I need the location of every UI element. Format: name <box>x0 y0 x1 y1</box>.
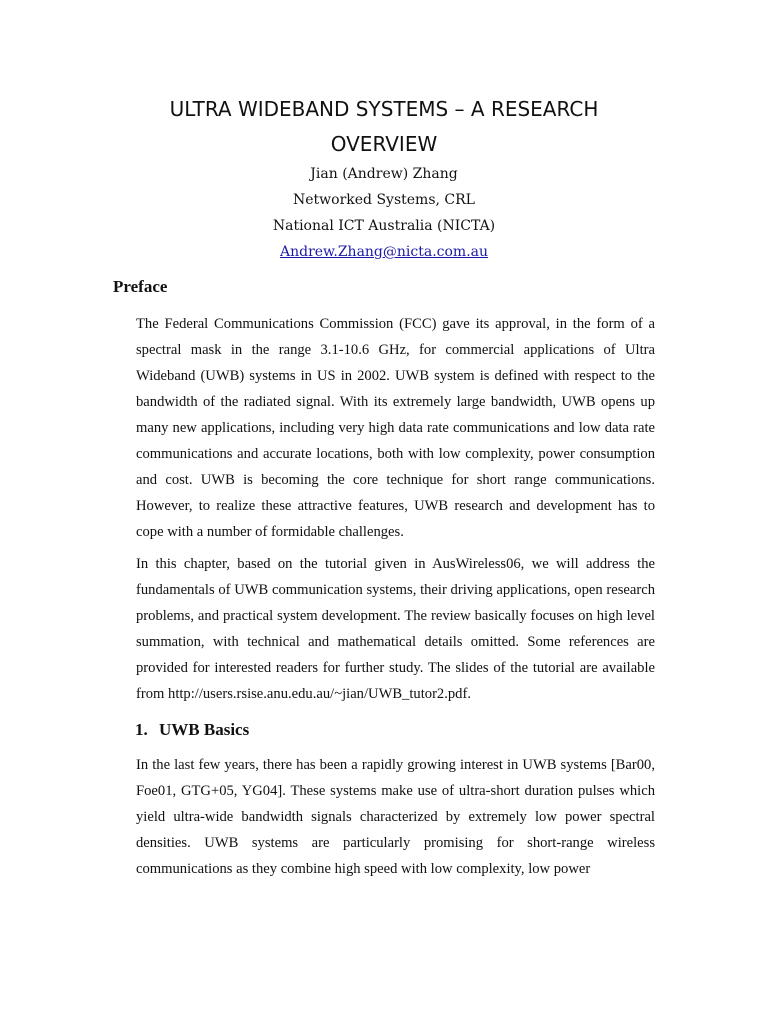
section-1-heading <box>135 720 249 740</box>
author-email-link[interactable]: Andrew.Zhang@nicta.com.au <box>279 244 489 260</box>
author-name: Jian (Andrew) Zhang <box>310 166 458 182</box>
document-title-line-2: OVERVIEW <box>330 132 438 156</box>
document-title-line-1: ULTRA WIDEBAND SYSTEMS – A RESEARCH <box>169 97 599 121</box>
author-department: Networked Systems, CRL <box>293 192 475 208</box>
author-organization: National ICT Australia (NICTA) <box>272 218 496 234</box>
section-1-title: UWB Basics <box>159 720 250 739</box>
preface-paragraph-2: In this chapter, based on the tutorial given in AusWireless06, we will address the fundamentals of UWB communication systems, their driving applications, open research problems, and practical system development. The review basically focuses on high level summation, with technical and mathematical details omitted. Some references are provided for interested readers for further study. The slides of the tutorial are available from http://users.rsise.anu.edu.au/~jian/UWB_tutor2.pdf. <box>136 556 655 702</box>
author-email-line <box>84 242 684 262</box>
section-1-number: 1. <box>135 720 148 739</box>
preface-paragraph-1: The Federal Communications Commission (FCC) gave its approval, in the form of a spectral mask in the range 3.1-10.6 GHz, for commercial applications of Ultra Wideband (UWB) systems in US in 2002. UWB system is defined with respect to the bandwidth of the radiated signal. With its extremely large bandwidth, UWB opens up many new applications, including very high data rate communications and low data rate communications and accurate locations, both with low complexity, power consumption and cost. UWB is becoming the core technique for short range communications. However, to realize these attractive features, UWB research and development has to cope with a number of formidable challenges. <box>136 316 655 540</box>
section-1-paragraph: In the last few years, there has been a rapidly growing interest in UWB systems [Bar00, Foe01, GTG+05, YG04]. These systems make use of ultra-short duration pulses which yield ultra-wide bandwidth signals characterized by extremely low power spectral densities. UWB systems are particularly promising for short-range wireless communications as they combine high speed with low complexity, low power <box>136 757 655 877</box>
preface-heading: Preface <box>113 277 168 296</box>
